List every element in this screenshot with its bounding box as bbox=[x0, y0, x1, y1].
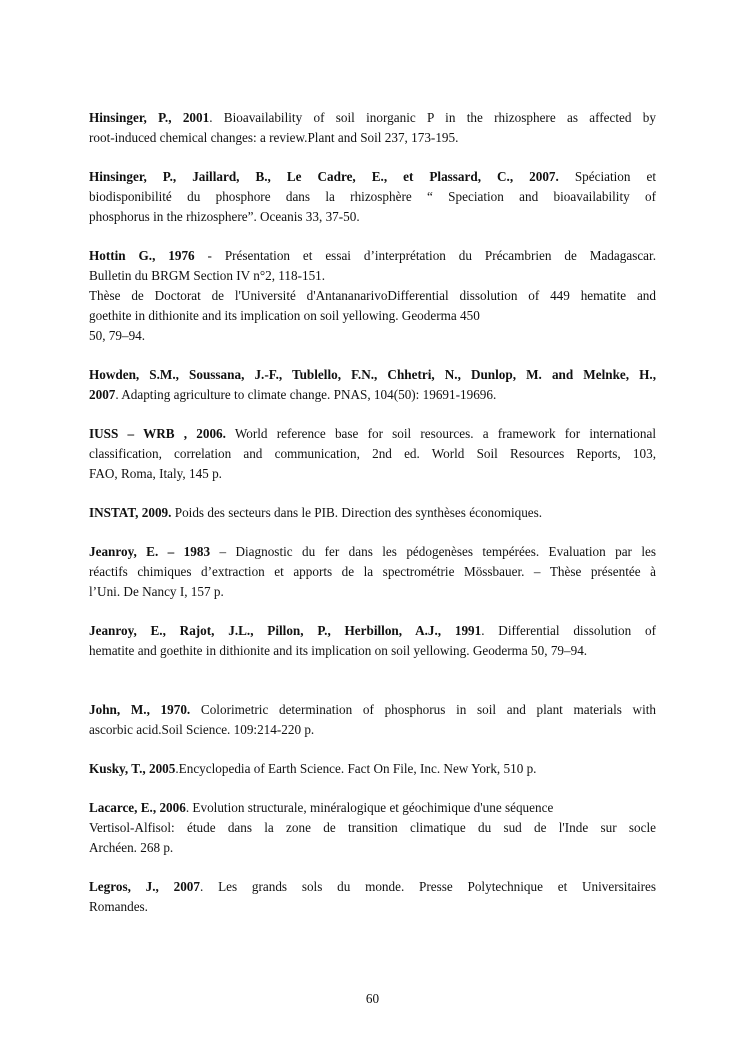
reference-list bbox=[89, 108, 656, 936]
reference-text: .Encyclopedia of Earth Science. Fact On File, Inc. New York, 510 p. bbox=[175, 761, 537, 776]
reference-line bbox=[89, 365, 656, 385]
reference-line bbox=[89, 286, 656, 306]
reference-text: 50, 79–94. bbox=[89, 328, 146, 343]
reference-line bbox=[89, 187, 656, 207]
reference-text: classification, correlation and communication, 2nd ed. World Soil Resources Reports, 103, bbox=[89, 446, 656, 461]
reference-text: World reference base for soil resources. a framework for international bbox=[225, 426, 656, 441]
reference-text: . Bioavailability of soil inorganic P in the rhizosphere as affected by bbox=[209, 110, 656, 125]
reference-author: Lacarce, E., 2006 bbox=[89, 800, 186, 815]
reference-entry bbox=[89, 621, 656, 661]
reference-entry bbox=[89, 167, 656, 227]
reference-author: Legros, J., 2007 bbox=[89, 879, 200, 894]
reference-line bbox=[89, 582, 656, 602]
reference-text: . Les grands sols du monde. Presse Polytechnique et Universitaires bbox=[200, 879, 656, 894]
reference-text: phosphorus in the rhizosphere”. Oceanis 33, 37-50. bbox=[89, 209, 360, 224]
reference-line bbox=[89, 306, 656, 326]
reference-author: Hinsinger, P., Jaillard, B., Le Cadre, E., et Plassard, C., 2007. bbox=[89, 169, 559, 184]
reference-line bbox=[89, 385, 656, 405]
reference-author: 2007 bbox=[89, 387, 116, 402]
reference-text: FAO, Roma, Italy, 145 p. bbox=[89, 466, 222, 481]
reference-line bbox=[89, 326, 656, 346]
reference-author: Hinsinger, P., 2001 bbox=[89, 110, 210, 125]
reference-line bbox=[89, 897, 656, 917]
reference-entry bbox=[89, 798, 656, 858]
reference-line bbox=[89, 128, 656, 148]
reference-line bbox=[89, 759, 656, 779]
reference-entry bbox=[89, 424, 656, 484]
reference-entry bbox=[89, 365, 656, 405]
reference-author: Kusky, T., 2005 bbox=[89, 761, 176, 776]
reference-text: Spéciation et bbox=[558, 169, 656, 184]
reference-text: - Présentation et essai d’interprétation du Précambrien de Madagascar. bbox=[194, 248, 656, 263]
reference-author: Hottin G., 1976 bbox=[89, 248, 195, 263]
reference-line bbox=[89, 108, 656, 128]
reference-line bbox=[89, 444, 656, 464]
reference-text: Poids des secteurs dans le PIB. Direction des synthèses économiques. bbox=[171, 505, 543, 520]
reference-text: . Differential dissolution of bbox=[481, 623, 656, 638]
reference-line bbox=[89, 207, 656, 227]
reference-line bbox=[89, 246, 656, 266]
reference-author: Jeanroy, E., Rajot, J.L., Pillon, P., Herbillon, A.J., 1991 bbox=[89, 623, 482, 638]
reference-line bbox=[89, 424, 656, 444]
reference-line bbox=[89, 838, 656, 858]
reference-line bbox=[89, 266, 656, 286]
reference-line bbox=[89, 464, 656, 484]
reference-entry bbox=[89, 542, 656, 602]
reference-text: Thèse de Doctorat de l'Université d'AntananarivoDifferential dissolution of 449 hematite and bbox=[89, 288, 656, 303]
reference-author: Howden, S.M., Soussana, J.-F., Tublello, F.N., Chhetri, N., Dunlop, M. and Melnke, H., bbox=[89, 367, 656, 382]
reference-text: Vertisol-Alfisol: étude dans la zone de transition climatique du sud de l'Inde sur socle bbox=[89, 820, 656, 835]
reference-line bbox=[89, 700, 656, 720]
reference-author: John, M., 1970. bbox=[89, 702, 191, 717]
reference-text: . Evolution structurale, minéralogique et géochimique d'une séquence bbox=[185, 800, 554, 815]
reference-entry bbox=[89, 759, 656, 779]
reference-text: Archéen. 268 p. bbox=[89, 840, 174, 855]
page-number: 60 bbox=[365, 991, 380, 1006]
reference-line bbox=[89, 818, 656, 838]
reference-line bbox=[89, 562, 656, 582]
reference-entry bbox=[89, 877, 656, 917]
reference-text: l’Uni. De Nancy I, 157 p. bbox=[89, 584, 224, 599]
reference-entry bbox=[89, 503, 656, 523]
reference-line bbox=[89, 621, 656, 641]
reference-author: IUSS – WRB , 2006. bbox=[89, 426, 226, 441]
reference-author: INSTAT, 2009. bbox=[89, 505, 172, 520]
reference-line bbox=[89, 167, 656, 187]
reference-line bbox=[89, 641, 656, 661]
reference-text: goethite in dithionite and its implication on soil yellowing. Geoderma 450 bbox=[89, 308, 480, 323]
reference-text: – Diagnostic du fer dans les pédogenèses tempérées. Evaluation par les bbox=[210, 544, 657, 559]
reference-text: Colorimetric determination of phosphorus in soil and plant materials with bbox=[190, 702, 656, 717]
reference-text: root-induced chemical changes: a review.Plant and Soil 237, 173-195. bbox=[89, 130, 459, 145]
reference-line bbox=[89, 720, 656, 740]
reference-text: biodisponibilité du phosphore dans la rhizosphère “ Speciation and bioavailability of bbox=[89, 189, 656, 204]
reference-text: réactifs chimiques d’extraction et apports de la spectrométrie Mössbauer. – Thèse présentée à bbox=[89, 564, 656, 579]
reference-text: Bulletin du BRGM Section IV n°2, 118-151. bbox=[89, 268, 326, 283]
reference-line bbox=[89, 877, 656, 897]
reference-text: hematite and goethite in dithionite and its implication on soil yellowing. Geoderma 50, 79–94. bbox=[89, 643, 588, 658]
reference-text: ascorbic acid.Soil Science. 109:214-220 p. bbox=[89, 722, 315, 737]
reference-line bbox=[89, 798, 656, 818]
reference-text: Romandes. bbox=[89, 899, 148, 914]
reference-line bbox=[89, 503, 656, 523]
reference-line bbox=[89, 542, 656, 562]
reference-entry bbox=[89, 246, 656, 346]
reference-entry bbox=[89, 108, 656, 148]
reference-author: Jeanroy, E. – 1983 bbox=[89, 544, 211, 559]
reference-entry bbox=[89, 700, 656, 740]
reference-text: . Adapting agriculture to climate change. PNAS, 104(50): 19691-19696. bbox=[115, 387, 497, 402]
